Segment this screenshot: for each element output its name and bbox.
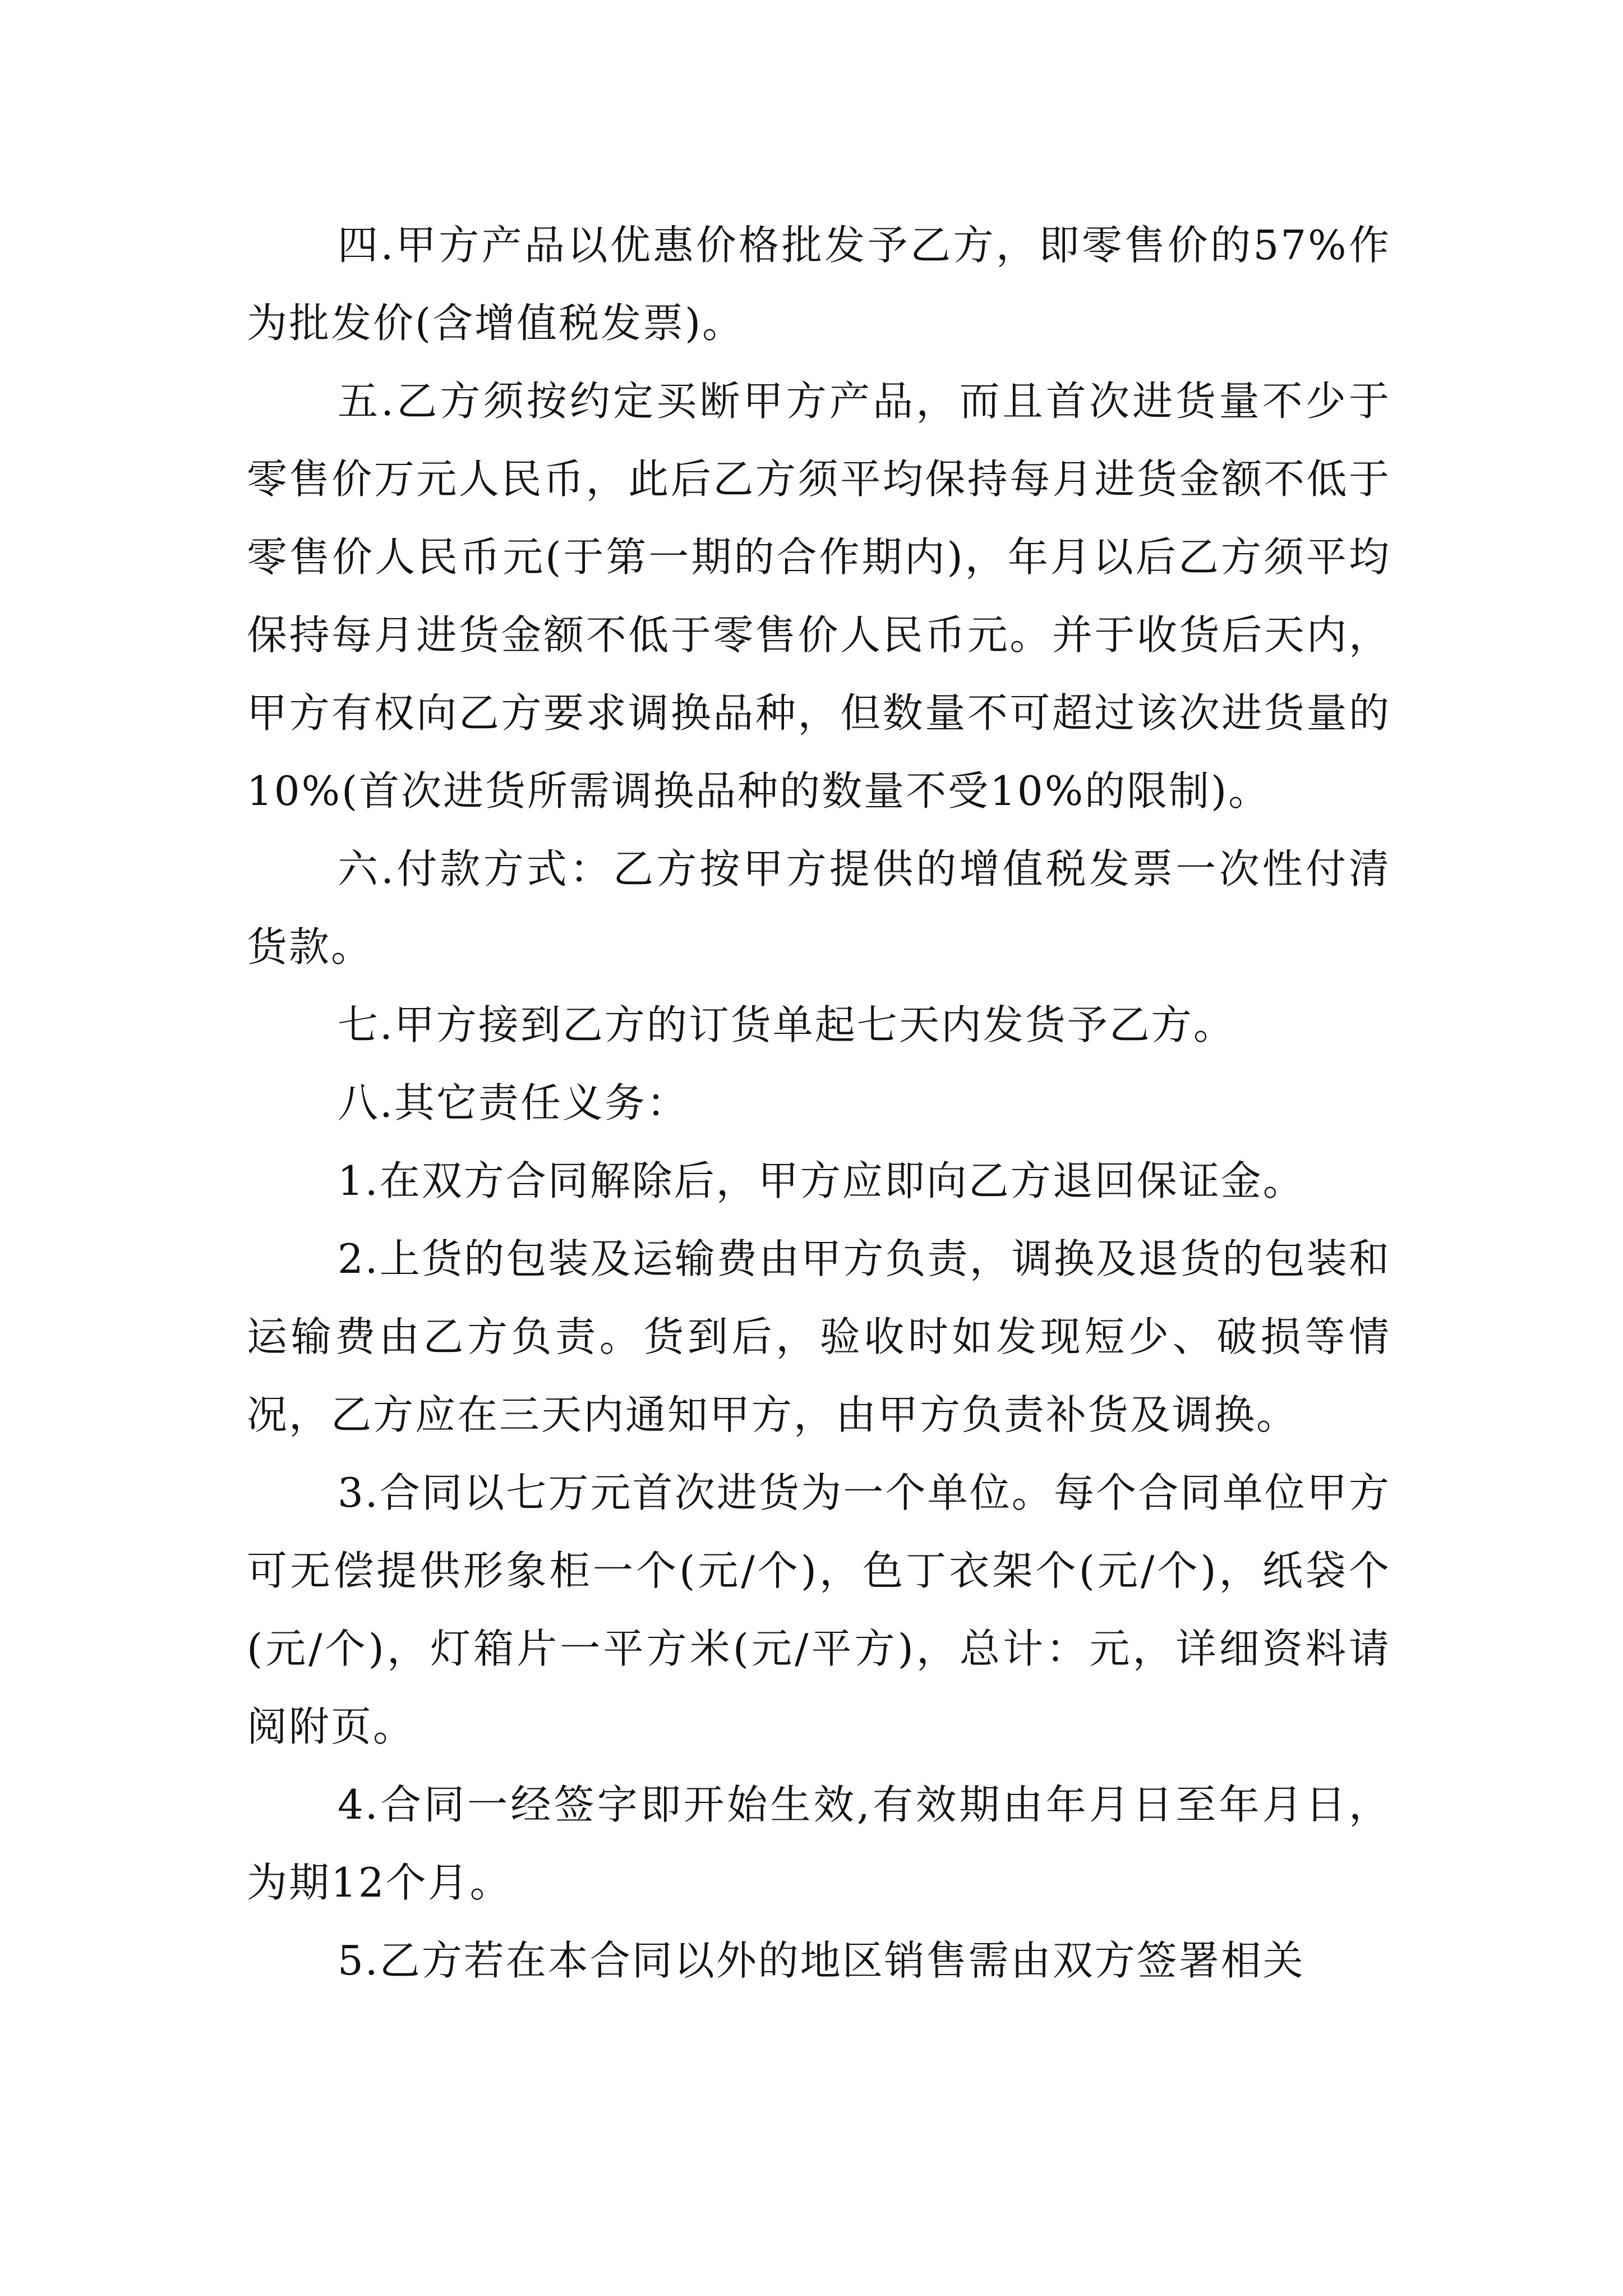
clause-6-payment-method: 六.付款方式：乙方按甲方提供的增值税发票一次性付清货款。 <box>247 845 1391 970</box>
clause-8-other-obligations: 八.其它责任义务： <box>338 1079 689 1126</box>
contract-body <box>247 206 1391 2000</box>
clause-5-purchase-volume: 五.乙方须按约定买断甲方产品，而且首次进货量不少于零售价万元人民币，此后乙方须平均保持每月进货金额不低于零售价人民币元(于第一期的合作期内)，年月以后乙方须平均保持每月进货金额不低于零售价人民币元。并于收货后天内，甲方有权向乙方要求调换品种，但数量不可超过该次进货量的10%(首次进货所需调换品种的数量不受10%的限制)。 <box>247 378 1391 815</box>
clause-4-wholesale-price: 四.甲方产品以优惠价格批发予乙方，即零售价的57%作为批发价(含增值税发票)。 <box>247 222 1391 347</box>
clause-7-delivery: 七.甲方接到乙方的订货单起七天内发货予乙方。 <box>338 1001 1235 1048</box>
item-2-packaging-transport: 2.上货的包装及运输费由甲方负责，调换及退货的包装和运输费由乙方负责。货到后，验收时如发现短少、破损等情况，乙方应在三天内通知甲方，由甲方负责补货及调换。 <box>247 1235 1391 1438</box>
item-3-contract-unit: 3.合同以七万元首次进货为一个单位。每个合同单位甲方可无偿提供形象柜一个(元/个)，色丁衣架个(元/个)，纸袋个(元/个)，灯箱片一平方米(元/平方)，总计：元，详细资料请阅附页。 <box>247 1469 1391 1750</box>
item-4-validity-period: 4.合同一经签字即开始生效,有效期由年月日至年月日，为期12个月。 <box>247 1781 1391 1906</box>
item-1-deposit-refund: 1.在双方合同解除后，甲方应即向乙方退回保证金。 <box>338 1157 1305 1204</box>
item-5-other-regions: 5.乙方若在本合同以外的地区销售需由双方签署相关 <box>338 1937 1305 1984</box>
